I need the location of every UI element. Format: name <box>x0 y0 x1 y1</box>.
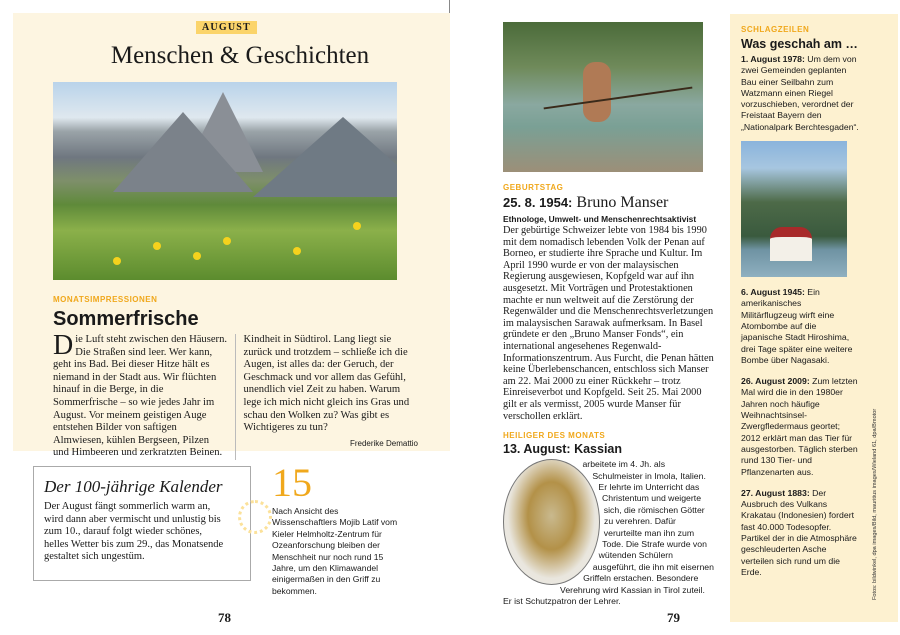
sidebar-kicker: SCHLAGZEILEN <box>741 25 810 34</box>
person-figure <box>583 62 611 122</box>
entry-date: 26. August 2009: <box>741 376 810 387</box>
article-headline: Sommerfrische <box>53 308 199 330</box>
right-page-column <box>503 183 715 607</box>
page-title: Menschen & Geschichten <box>110 42 370 69</box>
article-body <box>53 330 418 460</box>
history-entry <box>741 488 859 578</box>
article-kicker: MONATSIMPRESSIONEN <box>53 295 158 304</box>
birthday-name: Bruno Manser <box>576 194 669 211</box>
gutter-line <box>449 0 450 13</box>
entry-date: 6. August 1945: <box>741 287 805 298</box>
saint-headline: 13. August: Kassian <box>503 442 623 457</box>
entry-text: Ein amerikanisches Militärflugzeug wirft eine Atombombe auf die japanische Stadt Hiroshima, drei Tage später eine weitere Bombe über Nagasaki. <box>741 287 853 365</box>
photo-credit: Fotos: bildwinkel, dpa images/Bild, mauritius images/Wieland 61, dpa/Bmotor <box>872 408 878 600</box>
fact-number: 15 <box>272 460 312 505</box>
saint-section <box>503 459 715 607</box>
entry-text: Zum letzten Mal wird die in den 1980er Jahren noch häufige Weihnachtsinsel-Zwergfledermaus geortet; 2012 erklärt man das Tier für ausgestorben. Täglich sterben rund 130 Tier- und Pflanzenarten aus. <box>741 376 858 477</box>
saint-text: arbeitete im 4. Jh. als Schulmeister in Imola, Italien. Er lehrte im Unterricht das Christentum und weigerte sich, die römischen Götter zu verehren. Dafür verurteilte man ihn zum Tode. Die Strafe wurde von wütenden Schülern ausgeführt, die ihn mit eisernen Griffeln erstachen. Besondere Verehrung wird Kassian in Tirol zuteil. Er ist Schutzpatron der Lehrer. <box>503 459 714 606</box>
entry-text: Um dem von zwei Gemeinden geplanten Bau einer Seilbahn zum Watzmann einen Riegel vorzuschieben, verordnet der Freistaat Bayern den „Nationalpark Berchtesgaden“. <box>741 54 859 132</box>
st-bartholomae-photo <box>741 141 847 277</box>
history-entry <box>741 376 859 478</box>
birthday-headline <box>503 194 715 212</box>
bruno-manser-photo <box>503 22 703 172</box>
author-name: Frederike Demattio <box>349 438 418 448</box>
article-column-2: Beinen. Kindheit in Südtirol. Lang liegt sie zurück und trotzdem – schließe ich die Augen, ist alles da: der Geruch, der Geschmack und vor allem das Gefühl, unendlich viel Zeit zu haben. Warum lege ich mich nicht gleich ins Gras und schau den Wolken zu? Was gibt es Wichtigeres zu tun? <box>189 334 410 459</box>
spear <box>544 87 693 110</box>
fact-text: Nach Ansicht des Wissenschaftlers Mojib Latif vom Kieler Helmholtz-Zentrum für Ozeanforschung bleiben der Menschheit nur noch rund 15 Jahre, um den Klimawandel einigermaßen in den Griff zu bekommen. <box>272 506 398 596</box>
page-number-left: 78 <box>218 610 231 625</box>
saint-kicker: HEILIGER DES MONATS <box>503 431 606 441</box>
sidebar-headline: Was geschah am … <box>741 37 858 51</box>
reliquary-photo <box>503 459 600 585</box>
entry-date: 1. August 1978: <box>741 54 805 64</box>
sun-icon <box>238 500 272 534</box>
birthday-subtitle: Ethnologe, Umwelt- und Menschenrechtsaktivist <box>503 214 697 224</box>
birthday-kicker: GEBURTSTAG <box>503 183 564 192</box>
page-number-right: 79 <box>667 610 680 625</box>
month-tag: AUGUST <box>196 21 257 34</box>
entry-text: Der Ausbruch des Vulkans Krakatau (Indonesien) fordert fast 40.000 Todesopfer. Partikel der in die Atmosphäre geschleuderten Asche verteilen sich rund um die Erde. <box>741 487 857 577</box>
kalender-title: Der 100-jährige Kalender <box>44 477 223 496</box>
birthday-text: Der gebürtige Schweizer lebte von 1984 bis 1990 mit dem nomadisch lebenden Volk der Penan auf Borneo, er studierte ihre Sprache und Kultur. Im April 1990 wurde er von der malaysischen Regierung ausgewiesen, Kopfgeld war auf ihn ausgesetzt. Mit Vorträgen und Protestaktionen machte er nun weltweit auf die Zerstörung der Regenwälder und die Menschenrechtsverletzungen im malaysischen Sarawak aufmerksam. In Basel gründete er den „Bruno Manser Fonds“, ein international angesehenes Regenwald-Informationszentrum. Aus Furcht, die Penan hätten keine Überlebenschancen, entschloss sich Manser am 22. Mai 2000 zu einer Rückkehr – trotz Einreiseverbot und Kopfgeld. Seit 25. Mai 2000 gilt er als vermisst, 2005 wurde Manser für verschollen erklärt. <box>503 225 714 422</box>
history-entry <box>741 54 859 133</box>
entry-date: 27. August 1883: <box>741 487 810 498</box>
birthday-date: 25. 8. 1954: <box>503 195 573 210</box>
alpine-meadow-photo <box>53 82 397 280</box>
church-illustration <box>770 227 812 261</box>
kalender-text: Der August fängt sommerlich warm an, wird dann aber vermischt und unlustig bis zum 10., darauf folgt wieder schönes, helles Wetter bis zum 29., das Monatsende gestaltet sich ungestüm. <box>44 501 224 562</box>
drop-cap: D <box>53 330 74 361</box>
article-column-1: ie Luft steht zwischen den Häusern. Die Straßen sind leer. Wer kann, geht ins Bad. Bei dieser Hitze hält es niemand in der Stadt aus. Wir flüchten hinauf in die Berge, in die Sommerfrische – so wie jedes Jahr im August. Vor meinem geistigen Auge entstehen Bilder von saftigen Almwiesen, kühlen Bergseen, Pilzen und Himbeeren und zerkratzten <box>53 334 228 459</box>
history-entry <box>741 287 859 366</box>
kalender-box <box>33 466 251 581</box>
sidebar-column <box>741 25 859 578</box>
